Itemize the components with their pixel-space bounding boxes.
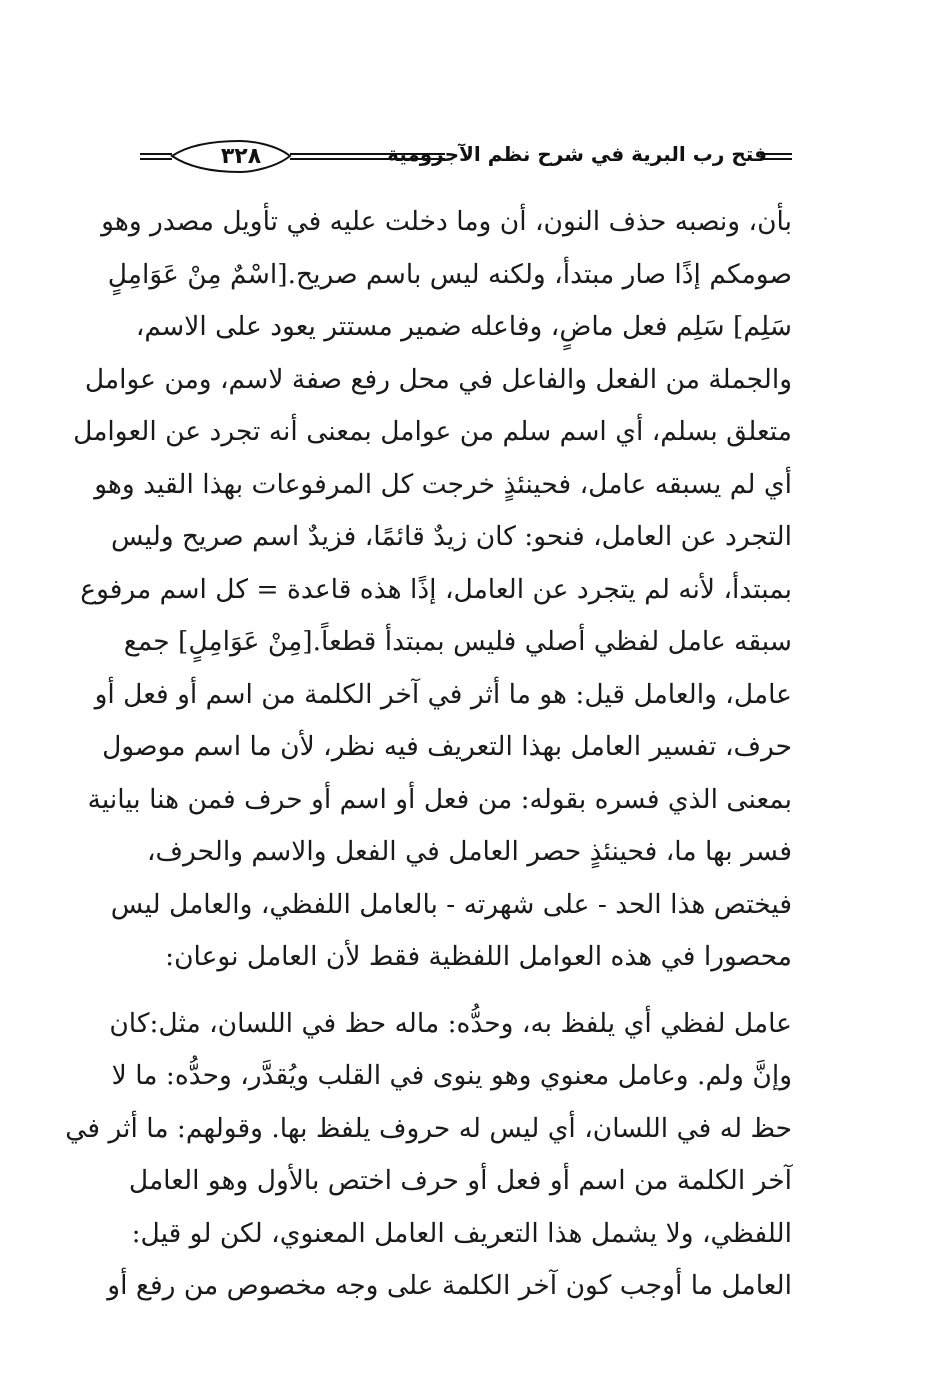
text-line: عامل، والعامل قيل: هو ما أثر في آخر الكلمة من اسم أو فعل أو — [94, 678, 792, 710]
page-number: ٣٢٨ — [220, 144, 262, 169]
paragraph-2 — [65, 998, 792, 1313]
text-line: العامل ما أوجب كون آخر الكلمة على وجه مخصوص من رفع أو — [107, 1270, 792, 1301]
text-line: اللفظي، ولا يشمل هذا التعريف العامل المعنوي، لكن لو قيل: — [131, 1217, 792, 1249]
text-line: حرف، تفسير العامل بهذا التعريف فيه نظر، لأن ما اسم موصول — [102, 731, 792, 762]
text-line: سبقه عامل لفظي أصلي فليس بمبتدأ قطعاً.[مِنْ عَوَامِلٍ] جمع — [123, 626, 792, 657]
text-line: متعلق بسلم، أي اسم سلم من عوامل بمعنى أنه تجرد عن العوامل — [73, 416, 792, 447]
running-header-title: فتح رب البرية في شرح نظم الآجرومية — [387, 142, 767, 166]
text-line: بمعنى الذي فسره بقوله: من فعل أو اسم أو حرف فمن هنا بيانية — [87, 783, 792, 815]
text-line: صومكم إذًا صار مبتدأ، ولكنه ليس باسم صريح.[اسْمٌ مِنْ عَوَامِلٍ — [107, 258, 792, 290]
text-line: بأن، ونصبه حذف النون، أن وما دخلت عليه في تأويل مصدر وهو — [101, 206, 792, 237]
text-line: سَلِم] سَلِم فعل ماضٍ، وفاعله ضمير مستتر يعود على الاسم، — [135, 311, 792, 342]
text-line: محصورا في هذه العوامل اللفظية فقط لأن العامل نوعان: — [165, 941, 792, 972]
text-line: فيختص هذا الحد - على شهرته - بالعامل اللفظي، والعامل ليس — [110, 888, 792, 920]
body-text — [65, 196, 792, 1313]
text-line: أي لم يسبقه عامل، فحينئذٍ خرجت كل المرفوعات بهذا القيد وهو — [94, 468, 792, 500]
text-line: وإنَّ ولم. وعامل معنوي وهو ينوى في القلب ويُقدَّر، وحدُّه: ما لا — [111, 1060, 792, 1091]
text-line: التجرد عن العامل، فنحو: كان زيدٌ قائمًا، فزيدٌ اسم صريح وليس — [110, 521, 792, 552]
text-line: والجملة من الفعل والفاعل في محل رفع صفة لاسم، ومن عوامل — [84, 363, 792, 395]
page-header — [140, 136, 795, 184]
text-line: عامل لفظي أي يلفظ به، وحدُّه: ماله حظ في اللسان، مثل:كان — [109, 1007, 792, 1039]
text-line: آخر الكلمة من اسم أو فعل أو حرف اختص بالأول وهو العامل — [128, 1165, 792, 1196]
paragraph-gap — [150, 984, 792, 998]
text-line: بمبتدأ، لأنه لم يتجرد عن العامل، إذًا هذه قاعدة = كل اسم مرفوع — [80, 573, 792, 605]
paragraph-1 — [73, 196, 792, 984]
text-line: حظ له في اللسان، أي ليس له حروف يلفظ بها. وقولهم: ما أثر في — [65, 1112, 792, 1144]
text-line: فسر بها ما، فحينئذٍ حصر العامل في الفعل والاسم والحرف، — [147, 836, 792, 867]
